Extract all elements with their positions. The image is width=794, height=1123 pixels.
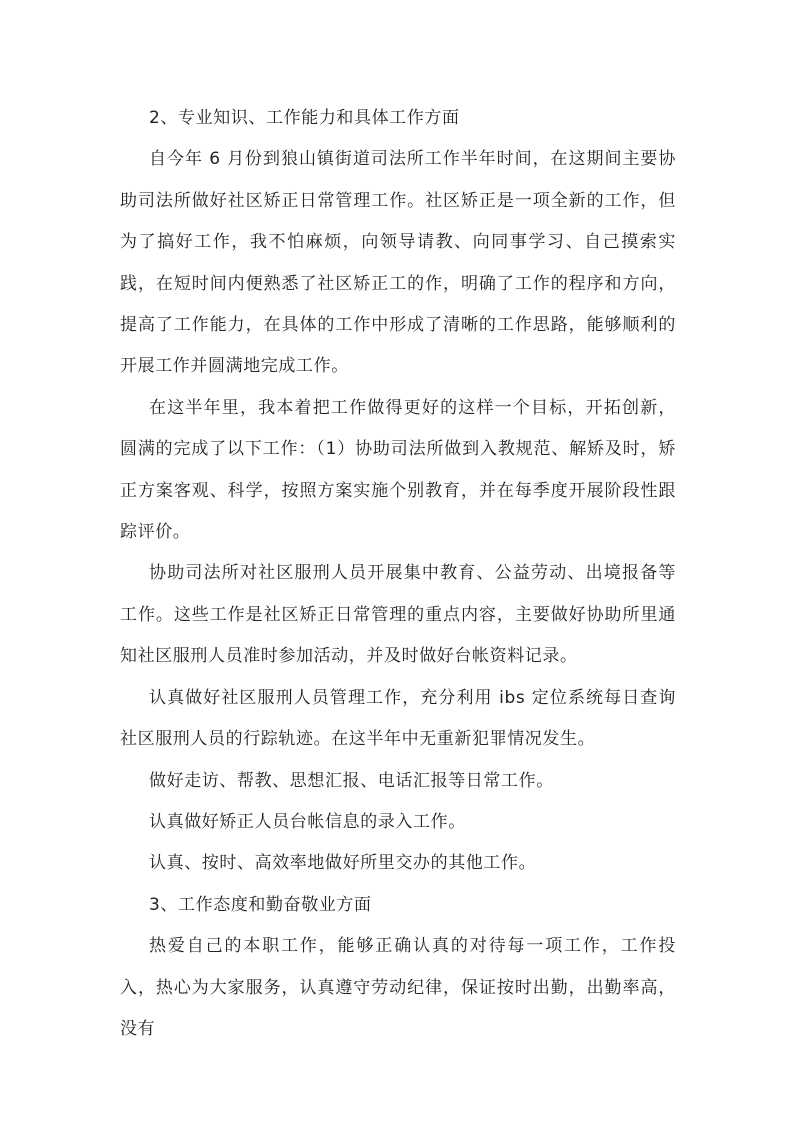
paragraph-work-overview: 自今年 6 月份到狼山镇街道司法所工作半年时间，在这期间主要协助司法所做好社区矫正日常管理工作。社区矫正是一项全新的工作，但为了搞好工作，我不怕麻烦，向领导请教、向同事学习、自己摸索实践，在短时间内便熟悉了社区矫正工的作，明确了工作的程序和方向，提高了工作能力，在具体的工作中形成了清晰的工作思路，能够顺利的开展工作并圆满地完成工作。 xyxy=(120,149,676,377)
paragraph-other-tasks: 认真、按时、高效率地做好所里交办的其他工作。 xyxy=(149,853,537,874)
section-heading-3: 3、工作态度和勤奋敬业方面 xyxy=(149,894,372,915)
paragraph-half-year-goals: 在这半年里，我本着把工作做得更好的这样一个目标，开拓创新，圆满的完成了以下工作：（1）协助司法所做到入教规范、解矫及时，矫正方案客观、科学，按照方案实施个别教育，并在每季度开展阶段性跟踪评价。 xyxy=(120,397,676,543)
paragraph-collective-education: 协助司法所对社区服刑人员开展集中教育、公益劳动、出境报备等工作。这些工作是社区矫正日常管理的重点内容，主要做好协助所里通知社区服刑人员准时参加活动，并及时做好台帐资料记录。 xyxy=(120,563,676,667)
paragraph-inmate-management: 认真做好社区服刑人员管理工作，充分利用 ibs 定位系统每日查询社区服刑人员的行踪轨迹。在这半年中无重新犯罪情况发生。 xyxy=(120,687,676,750)
paragraph-data-entry: 认真做好矫正人员台帐信息的录入工作。 xyxy=(149,811,466,832)
document-body xyxy=(120,98,676,1050)
paragraph-work-attitude: 热爱自己的本职工作，能够正确认真的对待每一项工作，工作投入，热心为大家服务，认真遵守劳动纪律，保证按时出勤，出勤率高，没有 xyxy=(120,936,676,1039)
section-heading-2: 2、专业知识、工作能力和具体工作方面 xyxy=(149,108,460,128)
paragraph-daily-visits: 做好走访、帮教、思想汇报、电话汇报等日常工作。 xyxy=(149,770,554,791)
